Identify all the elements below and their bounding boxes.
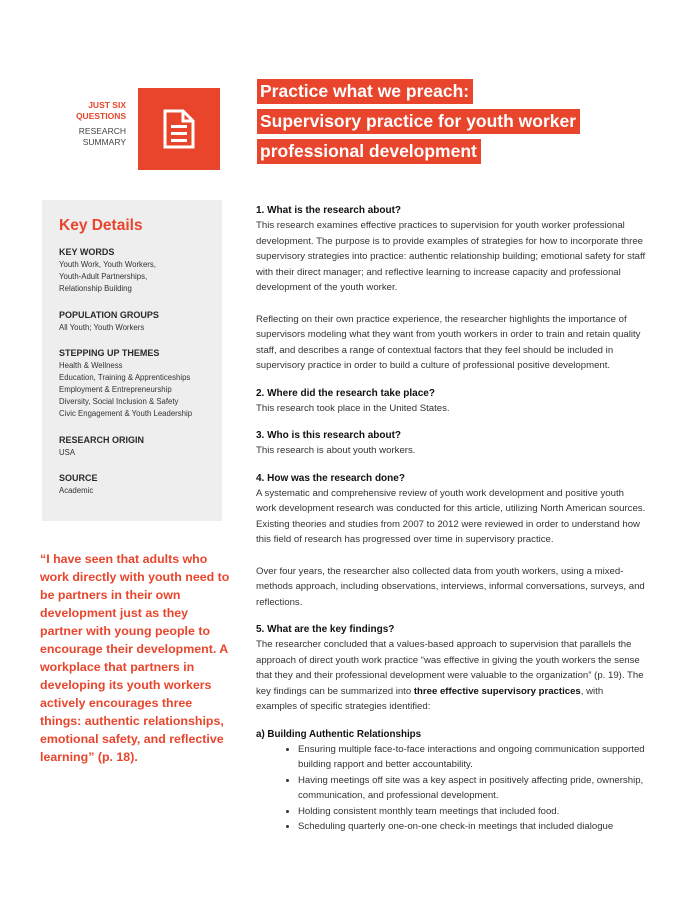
list-item: • Ensuring multiple face-to-face interactions and ongoing communication supported building rapport and better accountability. <box>298 742 646 773</box>
pull-quote: “I have seen that adults who work directly with youth need to be partners in their own development just as they partner with young people to encourage their development. A workplace that partners in developing its youth workers actively encourages three things: authentic relationships, emotional safety, and reflective learning” (p. 18). <box>40 552 230 764</box>
question-5-text-b: , with examples of specific strategies identified: <box>256 685 604 712</box>
theme-line: Education, Training & Apprenticeships <box>59 373 191 382</box>
keywords-section <box>59 247 219 295</box>
population-title: POPULATION GROUPS <box>59 310 159 320</box>
tag-line-2: QUESTIONS <box>75 111 126 121</box>
list-item: • Holding consistent monthly team meetings that included food. <box>298 804 646 820</box>
page-title <box>257 79 677 169</box>
tag-line-1: JUST SIX <box>88 100 126 110</box>
question-4-paragraph-2: Over four years, the researcher also collected data from youth workers, using a mixed-methods approach, including observations, interviews, informal conversations, surveys, and reflections. <box>256 565 645 608</box>
source-section <box>59 473 219 497</box>
theme-line: Civic Engagement & Youth Leadership <box>59 409 193 418</box>
key-details-sidebar <box>42 200 222 521</box>
key-details-heading: Key Details <box>59 217 143 234</box>
theme-line: Health & Wellness <box>59 361 123 370</box>
tag-line-3: RESEARCH <box>78 126 126 136</box>
themes-section <box>59 348 219 420</box>
question-1-heading: 1. What is the research about? <box>256 205 402 216</box>
origin-title: RESEARCH ORIGIN <box>59 435 145 445</box>
question-1-paragraph-1: This research examines effective practices to supervision for youth worker professional development. The purpose is to provide examples of strategies for how to incorporate three supervisory strategies into practice: authentic relationship building; emotional safety for staff with their direct manager; and reflective learning to increase capacity and professional development of the youth worker. <box>256 220 646 293</box>
title-line-3: professional development <box>257 139 481 164</box>
question-5-paragraph <box>256 637 646 715</box>
document-icon-box <box>138 88 220 170</box>
theme-line: Employment & Entrepreneurship <box>59 385 172 394</box>
document-icon <box>162 108 196 150</box>
list-item: • Scheduling quarterly one-on-one check-in meetings that included dialogue <box>298 819 646 835</box>
subheading-a: a) Building Authentic Relationships <box>256 728 422 740</box>
question-4-paragraph-1: A systematic and comprehensive review of youth work development and positive youth work development research was conducted for this article, utilizing North American sources. Existing theories and studies from 2007 to 2012 were reviewed in order to understand how this field of research has progressed over time in supervisory practice. <box>256 487 646 545</box>
question-4-heading: 4. How was the research done? <box>256 472 405 484</box>
question-1-paragraph-2: Reflecting on their own practice experience, the researcher highlights the importance of supervisors modeling what they want from youth workers in order to train and retain quality staff, and describes a range of contextual factors that they feel should be included in supervisory practice in order to build a culture of professional positive development. <box>256 313 641 371</box>
population-value: All Youth; Youth Workers <box>59 323 145 332</box>
question-2-heading: 2. Where did the research take place? <box>256 387 435 399</box>
list-item: • Having meetings off site was a key aspect in positively affecting pride, ownership, communication, and professional development. <box>298 773 646 804</box>
question-3-paragraph: This research is about youth workers. <box>256 445 416 456</box>
question-5-text-bold: three effective supervisory practices <box>413 685 581 697</box>
main-content <box>256 203 646 835</box>
keywords-title: KEY WORDS <box>59 247 115 257</box>
source-value: Academic <box>59 486 94 495</box>
title-line-1: Practice what we preach: <box>257 79 473 104</box>
origin-value: USA <box>59 448 76 457</box>
keyword-line: Youth-Adult Partnerships, <box>59 272 148 281</box>
themes-title: STEPPING UP THEMES <box>59 348 160 358</box>
question-3-heading: 3. Who is this research about? <box>256 430 402 441</box>
question-5-heading: 5. What are the key findings? <box>256 624 395 635</box>
population-section <box>59 310 219 334</box>
keyword-line: Youth Work, Youth Workers, <box>59 260 156 269</box>
question-5-text-a: The researcher concluded that a values-based approach to supervision that parallels the approach of direct youth work practice “was effective in giving the youth workers the sense that they and their professional development were valuable to the organization” (p. 19). The key findings can be summarized into <box>256 639 644 697</box>
tag-line-4: SUMMARY <box>82 137 126 147</box>
question-2-paragraph: This research took place in the United States. <box>256 402 450 414</box>
keyword-line: Relationship Building <box>59 284 132 293</box>
origin-section <box>59 435 219 459</box>
source-title: SOURCE <box>59 473 98 483</box>
header-tag <box>76 100 126 148</box>
title-line-2: Supervisory practice for youth worker <box>257 109 580 134</box>
strategies-list <box>256 742 646 835</box>
theme-line: Diversity, Social Inclusion & Safety <box>59 397 179 406</box>
